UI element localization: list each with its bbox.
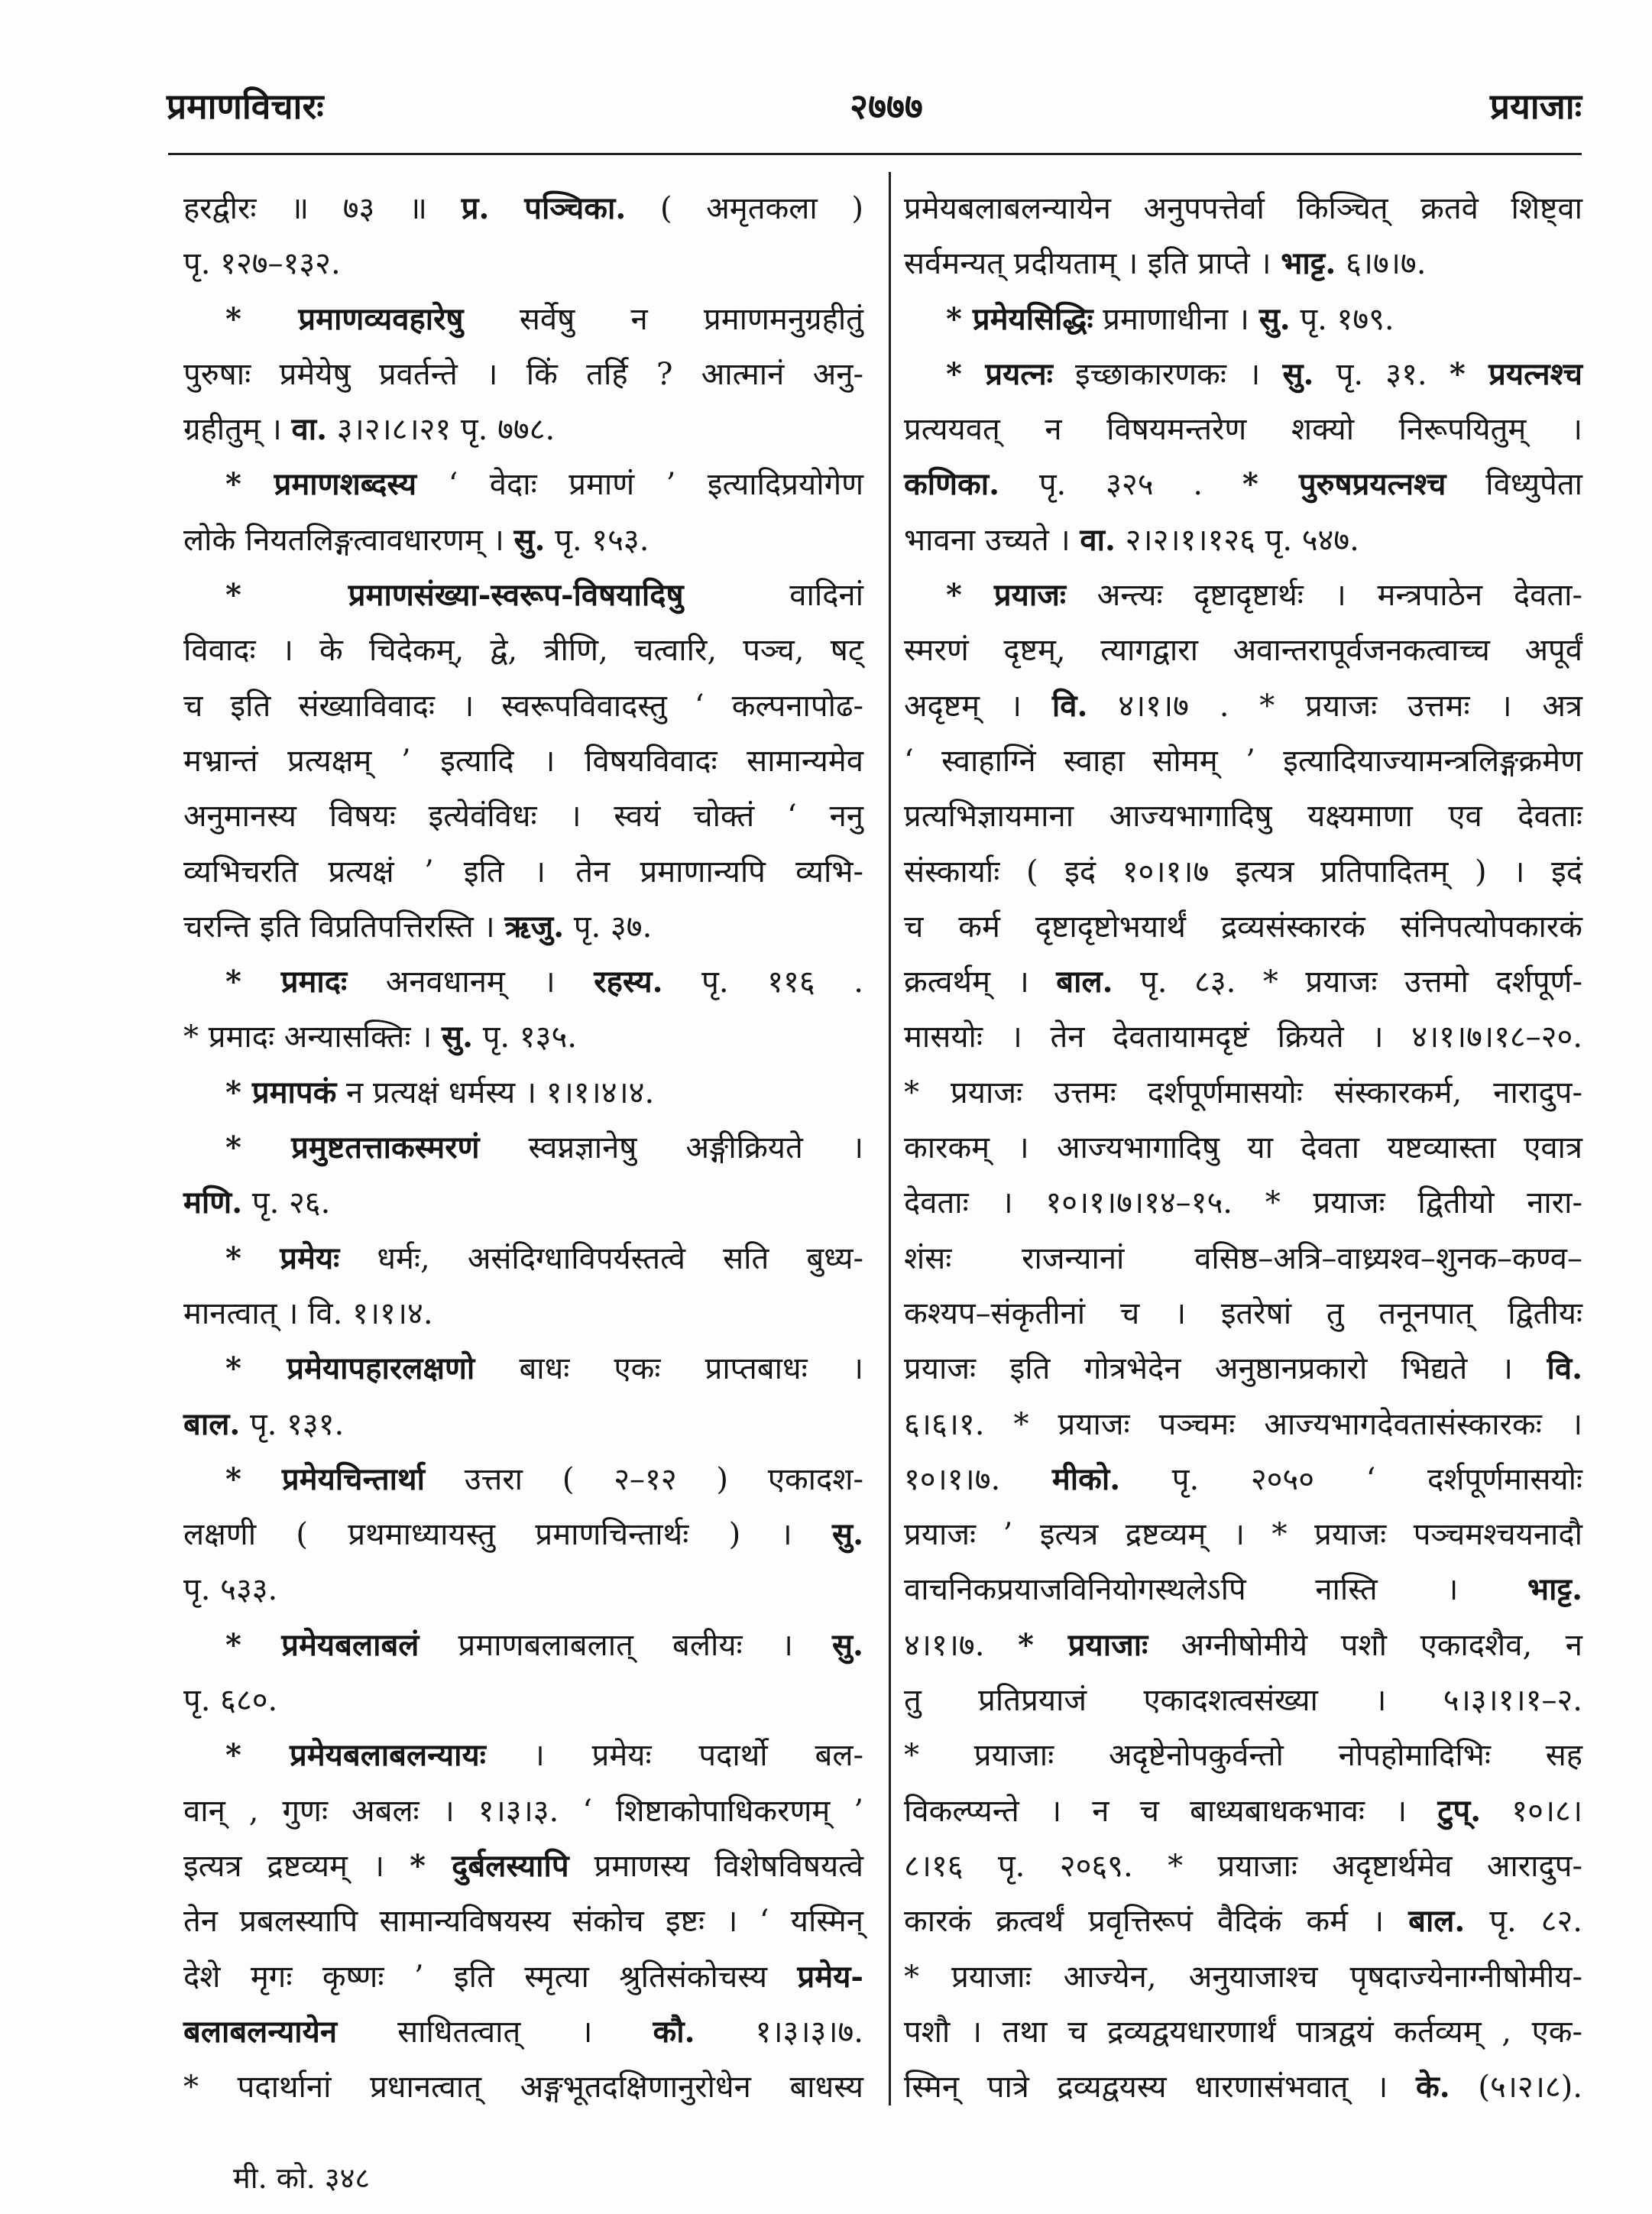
line-text: उत्तरा ( २–१२ ) एकादश- bbox=[424, 1461, 863, 1497]
line-text: बाधः एकः प्राप्तबाधः । bbox=[475, 1351, 863, 1387]
right-column-line bbox=[904, 1341, 1582, 1396]
line-text: भावना उच्यते । bbox=[904, 522, 1080, 558]
left-column-line bbox=[183, 568, 863, 623]
bold-term: कौ. bbox=[653, 2013, 695, 2050]
right-column-line bbox=[904, 1728, 1582, 1783]
line-text: प्रमाणाधीना । bbox=[1093, 301, 1259, 337]
line-text: विकल्प्यन्ते । न च बाध्यबाधकभावः । bbox=[904, 1793, 1438, 1829]
right-column-line bbox=[904, 955, 1582, 1010]
page-number: २७७७ bbox=[850, 86, 923, 127]
line-text: पृ. ३२५ . bbox=[999, 467, 1242, 503]
bold-term: * पुरुषप्रयत्नश्च bbox=[1242, 466, 1446, 503]
left-column-line bbox=[183, 955, 863, 1010]
line-text: अनुमानस्य विषयः इत्येवंविधः । स्वयं चोक्तं ‘ ननु bbox=[183, 799, 863, 835]
bold-term: के. bbox=[1416, 2069, 1450, 2105]
line-text: हरद्वीरः ॥ ७३ ॥ bbox=[183, 191, 462, 226]
line-text: प्रत्यभिज्ञायमाना आज्यभागादिषु यक्ष्यमाणा एव देवताः bbox=[904, 799, 1582, 835]
line-text: ३।२।८।२१ पृ. ७७८. bbox=[327, 412, 556, 448]
line-text: च इति संख्याविवादः । स्वरूपविवादस्तु ‘ कल्पनापोढ- bbox=[183, 688, 863, 724]
bold-term: सु. bbox=[832, 1626, 863, 1663]
column-divider bbox=[889, 172, 891, 2105]
bold-term: बाल. bbox=[1056, 964, 1113, 1000]
line-text: १०।८। bbox=[1481, 1793, 1582, 1829]
bold-term: * दुर्बलस्यापि bbox=[410, 1847, 569, 1884]
bold-term: वि. bbox=[1051, 687, 1088, 724]
line-text: लोके नियतलिङ्गत्वावधारणम् । bbox=[183, 522, 514, 558]
line-text: पृ. १३५. bbox=[473, 1019, 577, 1055]
left-column-line bbox=[183, 457, 863, 512]
bold-term: वा. bbox=[1080, 521, 1116, 558]
left-column-line bbox=[183, 347, 863, 402]
line-text: चरन्ति इति विप्रतिपत्तिरस्ति । bbox=[183, 909, 505, 945]
line-text: ( अमृतकला ) bbox=[626, 191, 864, 226]
bold-term: * प्रमादः bbox=[225, 964, 348, 1000]
bold-term: बाल. bbox=[183, 1405, 241, 1442]
bold-term: प्र. पञ्चिका. bbox=[461, 190, 627, 226]
right-column-line bbox=[904, 513, 1582, 568]
right-column-line bbox=[904, 292, 1582, 347]
line-text: तेन प्रबलस्यापि सामान्यविषयस्य संकोच इष्टः । ‘ यस्मिन् bbox=[183, 1904, 863, 1940]
right-column-line bbox=[904, 623, 1582, 678]
line-text: पृ. ६८०. bbox=[183, 1683, 278, 1719]
right-column-line bbox=[904, 1784, 1582, 1839]
right-column-line bbox=[904, 1507, 1582, 1562]
header-rule bbox=[168, 153, 1582, 155]
right-column-line bbox=[904, 789, 1582, 844]
line-text: विध्युपेता bbox=[1446, 467, 1582, 503]
line-text: इत्यत्र द्रष्टव्यम् । bbox=[183, 1848, 410, 1884]
bold-term: * प्रमाणव्यवहारेषु bbox=[225, 300, 464, 337]
line-text: पृ. १३१. bbox=[240, 1406, 345, 1442]
line-text: पुरुषाः प्रमेयेषु प्रवर्तन्ते । किं तर्हि ? आत्मानं अनु- bbox=[183, 356, 863, 392]
left-column-line bbox=[183, 2060, 863, 2115]
bold-term: * प्रयत्नः bbox=[946, 355, 1053, 392]
line-text: अदृष्टम् । bbox=[904, 688, 1052, 724]
line-text: पृ. ३१. bbox=[1314, 356, 1450, 392]
line-text: पृ. २०५० ‘ दर्शपूर्णमासयोः bbox=[1120, 1461, 1583, 1497]
line-text: मानत्वात् । वि. १।१।४. bbox=[183, 1295, 433, 1331]
right-column bbox=[904, 181, 1582, 2115]
line-text: प्रयाजः ’ इत्यत्र द्रष्टव्यम् । * प्रयाजः पञ्चमश्चयनादौ bbox=[904, 1517, 1582, 1553]
line-text: च कर्म दृष्टादृष्टोभयार्थं द्रव्यसंस्कारकं संनिपत्योपकारकं bbox=[904, 909, 1582, 945]
line-text: * प्रयाजाः अदृष्टेनोपकुर्वन्तो नोपहोमादिभिः सह bbox=[904, 1738, 1582, 1774]
right-column-line bbox=[904, 1010, 1582, 1065]
line-text: * प्रयाजः उत्तमः दर्शपूर्णमासयोः संस्कारकर्म, नारादुप- bbox=[904, 1075, 1582, 1110]
bold-term: बाल. bbox=[1408, 1903, 1466, 1940]
left-column-line bbox=[183, 236, 863, 291]
bold-term: सु. bbox=[442, 1019, 473, 1055]
left-column-line bbox=[183, 1728, 863, 1783]
bold-term: * प्रमेयबलाबलं bbox=[225, 1626, 419, 1663]
line-text: पृ. १७९. bbox=[1290, 301, 1394, 337]
left-column-line bbox=[183, 1673, 863, 1728]
right-column-line bbox=[904, 679, 1582, 734]
right-column-line bbox=[904, 1065, 1582, 1120]
left-column-line bbox=[183, 1231, 863, 1286]
left-column-line bbox=[183, 1120, 863, 1175]
signature-mark: मी. को. ३४८ bbox=[233, 2161, 371, 2195]
left-column-line bbox=[183, 181, 863, 236]
left-column-line bbox=[183, 1397, 863, 1452]
line-text: ४।१।७ . * प्रयाजः उत्तमः । अत्र bbox=[1087, 688, 1582, 724]
bold-term: * प्रमेयः bbox=[225, 1240, 340, 1276]
bold-term: * प्रयाजाः bbox=[1018, 1626, 1148, 1663]
bold-term: वा. bbox=[291, 411, 328, 448]
line-text: । प्रमेयः पदार्थो बल- bbox=[485, 1738, 863, 1774]
left-column-line bbox=[183, 623, 863, 678]
bold-term: ऋजु. bbox=[504, 908, 565, 945]
left-column-line bbox=[183, 402, 863, 457]
left-column-line bbox=[183, 1562, 863, 1617]
line-text: व्यभिचरति प्रत्यक्षं ’ इति । तेन प्रमाणान्यपि व्यभि- bbox=[183, 854, 863, 890]
left-column-line bbox=[183, 1065, 863, 1120]
line-text: ‘ वेदाः प्रमाणं ’ इत्यादिप्रयोगेण bbox=[416, 467, 864, 503]
bold-term: सु. bbox=[832, 1516, 863, 1553]
line-text: * प्रमादः अन्यासक्तिः । bbox=[183, 1019, 442, 1055]
bold-term: * प्रयाजः bbox=[946, 577, 1066, 614]
bold-term: * प्रमुष्टतत्ताकस्मरणं bbox=[225, 1130, 480, 1166]
left-column-line bbox=[183, 2005, 863, 2060]
line-text: मभ्रान्तं प्रत्यक्षम् ’ इत्यादि । विषयविवादः सामान्यमेव bbox=[183, 743, 863, 779]
line-text: * प्रयाजाः आज्येन, अनुयाजाश्च पृषदाज्येनाग्नीषोमीय- bbox=[904, 1959, 1582, 1995]
line-text: सर्वेषु न प्रमाणमनुग्रहीतुं bbox=[463, 301, 863, 337]
line-text: देवताः । १०।१।७।१४–१५. * प्रयाजः द्वितीयो नारा- bbox=[904, 1185, 1582, 1221]
right-column-line bbox=[904, 844, 1582, 900]
right-column-line bbox=[904, 900, 1582, 955]
line-text: पृ. ३७. bbox=[564, 909, 653, 945]
left-column-line bbox=[183, 1618, 863, 1673]
line-text: पशौ । तथा च द्रव्यद्वयधारणार्थं पात्रद्वयं कर्तव्यम् , एक- bbox=[904, 2014, 1582, 2050]
line-text: ४।१।७. bbox=[904, 1627, 1019, 1663]
line-text: प्रमेयबलाबलन्यायेन अनुपपत्तेर्वा किञ्चित् क्रतवे शिष्ट्वा bbox=[904, 191, 1582, 226]
left-column-line bbox=[183, 1839, 863, 1894]
bold-term: सु. bbox=[1258, 300, 1291, 337]
line-text: प्रमाणबलाबलात् बलीयः । bbox=[419, 1627, 833, 1663]
bold-term: * प्रमेयबलाबलन्यायः bbox=[225, 1737, 486, 1774]
line-text: क्रत्वर्थम् । bbox=[904, 964, 1057, 1000]
line-text: (५।२।८). bbox=[1450, 2070, 1582, 2105]
bold-term: * प्रमेयचिन्तार्था bbox=[225, 1460, 425, 1497]
line-text: १।३।३।७. bbox=[695, 2014, 863, 2050]
line-text: देशे मृगः कृष्णः ’ इति स्मृत्या श्रुतिसंकोचस्य bbox=[183, 1959, 798, 1995]
line-text: संस्कार्याः ( इदं १०।१।७ इत्यत्र प्रतिपादितम् ) । इदं bbox=[904, 854, 1582, 890]
line-text: वादिनां bbox=[683, 578, 863, 614]
line-text: प्रत्ययवत् न विषयमन्तरेण शक्यो निरूपयितुम् । bbox=[904, 412, 1582, 448]
right-column-line bbox=[904, 181, 1582, 236]
line-text: मासयोः । तेन देवतायामदृष्टं क्रियते । ४।१।७।१८–२०. bbox=[904, 1019, 1582, 1055]
line-text: धर्मः, असंदिग्धाविपर्यस्तत्वे सति बुध्य- bbox=[339, 1240, 863, 1276]
left-column-line bbox=[183, 1341, 863, 1396]
line-text: प्रयाजः इति गोत्रभेदेन अनुष्ठानप्रकारो भिद्यते । bbox=[904, 1351, 1547, 1387]
line-text: ८।१६ पृ. २०६९. * प्रयाजाः अदृष्टार्थमेव आरादुप- bbox=[904, 1848, 1582, 1884]
line-text: १०।१।७. bbox=[904, 1461, 1052, 1497]
line-text: पृ. ८२. bbox=[1465, 1904, 1582, 1940]
right-column-line bbox=[904, 1839, 1582, 1894]
right-column-line bbox=[904, 457, 1582, 512]
line-text: विवादः । के चिदेकम्, द्वे, त्रीणि, चत्वारि, पञ्च, षट् bbox=[183, 633, 863, 669]
right-column-line bbox=[904, 1175, 1582, 1230]
running-head-left: प्रमाणविचारः bbox=[167, 86, 324, 127]
line-text: ‘ स्वाहाग्निं स्वाहा सोमम् ’ इत्यादियाज्यामन्त्रलिङ्गक्रमेण bbox=[904, 743, 1582, 779]
right-column-line bbox=[904, 402, 1582, 457]
right-column-line bbox=[904, 2060, 1582, 2115]
line-text: कारकं क्रत्वर्थं प्रवृत्तिरूपं वैदिकं कर्म । bbox=[904, 1904, 1409, 1940]
line-text: इच्छाकारणकः । bbox=[1052, 356, 1283, 392]
line-text: प्रमाणस्य विशेषविषयत्वे bbox=[568, 1848, 863, 1884]
bold-term: वि. bbox=[1547, 1350, 1582, 1387]
line-text: पृ. ५३३. bbox=[183, 1572, 278, 1608]
bold-term: रहस्य. bbox=[594, 964, 663, 1000]
line-text: पृ. १२७–१३२. bbox=[183, 246, 341, 282]
right-column-line bbox=[904, 236, 1582, 291]
right-column-line bbox=[904, 1950, 1582, 2005]
left-column-line bbox=[183, 1894, 863, 1949]
line-text: पृ. २६. bbox=[242, 1185, 331, 1221]
line-text: सर्वमन्यत् प्रदीयताम् । इति प्राप्ते । bbox=[904, 246, 1281, 282]
right-column-line bbox=[904, 1673, 1582, 1728]
line-text: स्मरणं दृष्टम्, त्यागद्वारा अवान्तरापूर्वजनकत्वाच्च अपूर्वं bbox=[904, 633, 1582, 669]
line-text: अग्नीषोमीये पशौ एकादशैव, न bbox=[1148, 1627, 1582, 1663]
right-column-line bbox=[904, 1562, 1582, 1617]
left-column-line bbox=[183, 292, 863, 347]
line-text: लक्षणी ( प्रथमाध्यायस्तु प्रमाणचिन्तार्थः ) । bbox=[183, 1517, 833, 1553]
left-column-line bbox=[183, 1507, 863, 1562]
line-text: न प्रत्यक्षं धर्मस्य । १।१।४।४. bbox=[336, 1075, 655, 1110]
line-text: ६।६।१. * प्रयाजः पञ्चमः आज्यभागदेवतासंस्कारकः । bbox=[904, 1406, 1582, 1442]
left-column-line bbox=[183, 1175, 863, 1230]
right-column-line bbox=[904, 734, 1582, 789]
right-column-line bbox=[904, 2005, 1582, 2060]
bold-term: * प्रमेयापहारलक्षणो bbox=[225, 1350, 475, 1387]
line-text: पृ. ११६ . bbox=[662, 964, 863, 1000]
line-text: वाचनिकप्रयाजविनियोगस्थलेऽपि नास्ति । bbox=[904, 1572, 1528, 1608]
line-text: कश्यप–संकृतीनां च । इतरेषां तु तनूनपात् द्वितीयः bbox=[904, 1295, 1582, 1331]
line-text: पृ. ८३. * प्रयाजः उत्तमो दर्शपूर्ण- bbox=[1113, 964, 1582, 1000]
line-text: ग्रहीतुम् । bbox=[183, 412, 292, 448]
bold-term: बलाबलन्यायेन bbox=[183, 2013, 338, 2050]
right-column-line bbox=[904, 1120, 1582, 1175]
line-text: शंसः राजन्यानां वसिष्ठ–अत्रि–वाध्र्यश्व–शुनक–कण्व– bbox=[904, 1240, 1582, 1276]
bold-term: भाट्ट. bbox=[1281, 245, 1336, 282]
left-column-line bbox=[183, 1950, 863, 2005]
line-text: * पदार्थानां प्रधानत्वात् अङ्गभूतदक्षिणानुरोधेन बाधस्य bbox=[183, 2070, 863, 2105]
line-text: अनवधानम् । bbox=[347, 964, 594, 1000]
line-text: कारकम् । आज्यभागादिषु या देवता यष्टव्यास्ता एवात्र bbox=[904, 1130, 1582, 1166]
right-column-line bbox=[904, 1618, 1582, 1673]
left-column bbox=[183, 181, 863, 2115]
right-column-line bbox=[904, 1397, 1582, 1452]
line-text: साधितत्वात् । bbox=[337, 2014, 653, 2050]
bold-term: टुप्. bbox=[1437, 1792, 1482, 1829]
left-column-line bbox=[183, 900, 863, 955]
bold-term: सु. bbox=[513, 521, 546, 558]
left-column-line bbox=[183, 1784, 863, 1839]
right-column-line bbox=[904, 1231, 1582, 1286]
bold-term: * प्रमापकं bbox=[225, 1074, 337, 1110]
bold-term: सु. bbox=[1282, 355, 1314, 392]
line-text: तु प्रतिप्रयाजं एकादशत्वसंख्या । ५।३।१।१–२. bbox=[904, 1683, 1582, 1719]
left-column-line bbox=[183, 1452, 863, 1507]
left-column-line bbox=[183, 789, 863, 844]
line-text: पृ. १५३. bbox=[545, 522, 649, 558]
bold-term: प्रमेय- bbox=[797, 1958, 863, 1995]
bold-term: भाट्ट. bbox=[1527, 1571, 1582, 1608]
bold-term: * प्रमाणशब्दस्य bbox=[225, 466, 417, 503]
bold-term: मणि. bbox=[183, 1185, 243, 1221]
line-text: स्मिन् पात्रे द्रव्यद्वयस्य धारणासंभवात् । bbox=[904, 2070, 1416, 2105]
left-column-line bbox=[183, 513, 863, 568]
bold-term: मीको. bbox=[1051, 1460, 1121, 1497]
bold-term: कणिका. bbox=[904, 466, 1000, 503]
left-column-line bbox=[183, 1010, 863, 1065]
line-text: स्वप्नज्ञानेषु अङ्गीक्रियते । bbox=[479, 1130, 863, 1166]
right-column-line bbox=[904, 347, 1582, 402]
line-text: वान् , गुणः अबलः । १।३।३. ‘ शिष्टाकोपाधिकरणम् ’ bbox=[183, 1793, 863, 1829]
left-column-line bbox=[183, 679, 863, 734]
running-head-right: प्रयाजाः bbox=[1489, 86, 1582, 127]
left-column-line bbox=[183, 844, 863, 900]
line-text: ६।७।७. bbox=[1336, 246, 1427, 282]
right-column-line bbox=[904, 568, 1582, 623]
bold-term: * प्रमाणसंख्या-स्वरूप-विषयादिषु bbox=[225, 577, 684, 614]
bold-term: * प्रमेयसिद्धिः bbox=[946, 300, 1093, 337]
right-column-line bbox=[904, 1286, 1582, 1341]
right-column-line bbox=[904, 1452, 1582, 1507]
line-text: २।२।१।१२६ पृ. ५४७. bbox=[1115, 522, 1359, 558]
line-text: अन्त्यः दृष्टादृष्टार्थः । मन्त्रपाठेन देवता- bbox=[1065, 578, 1582, 614]
left-column-line bbox=[183, 734, 863, 789]
bold-term: * प्रयत्नश्च bbox=[1449, 355, 1582, 392]
right-column-line bbox=[904, 1894, 1582, 1949]
left-column-line bbox=[183, 1286, 863, 1341]
